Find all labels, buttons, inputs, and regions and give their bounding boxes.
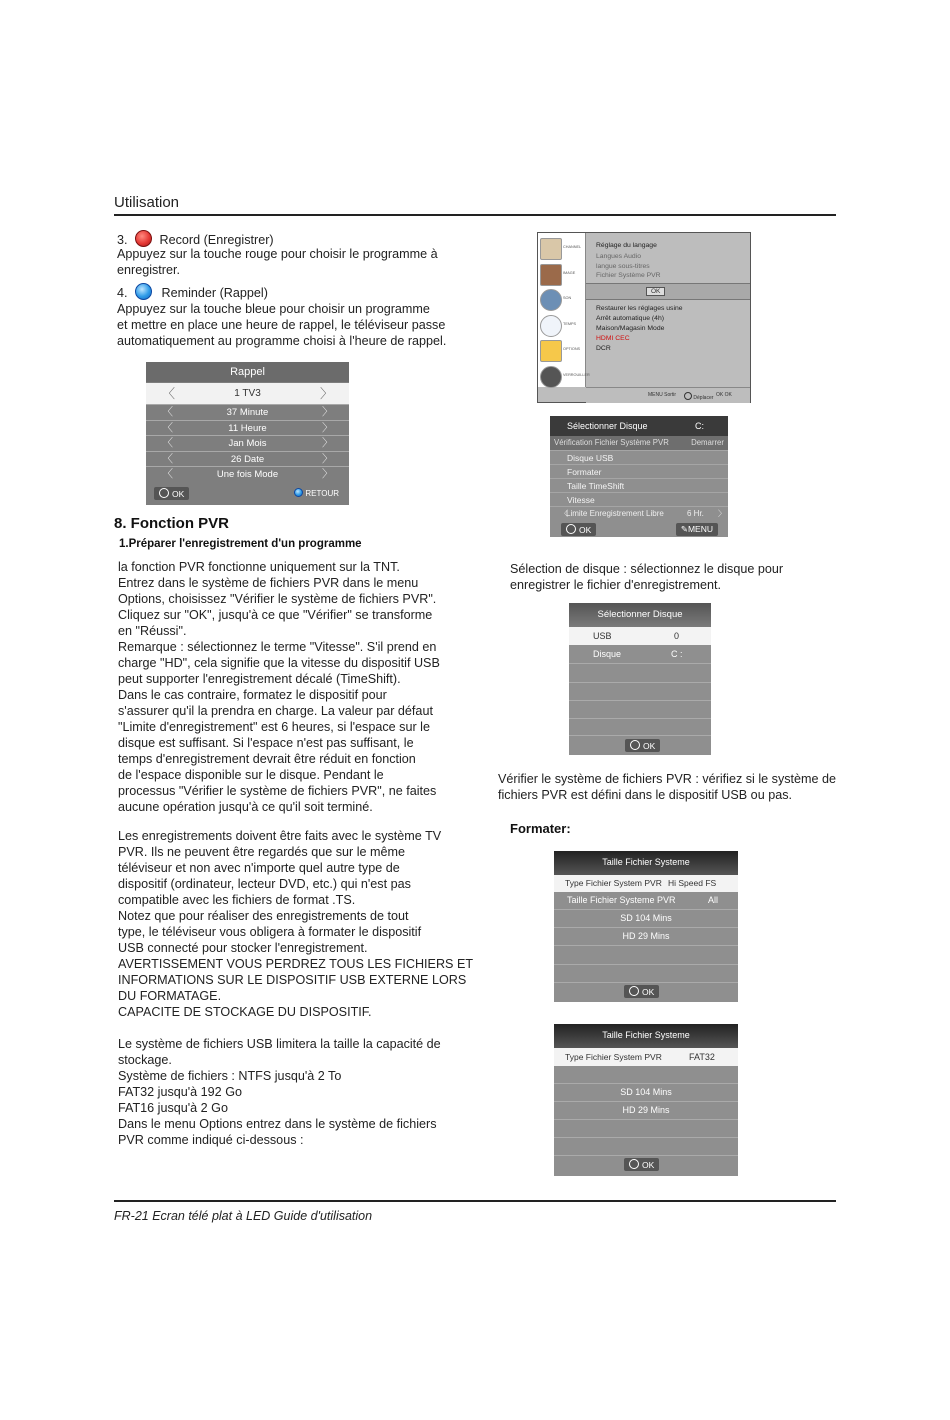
select-disk-drive: C: bbox=[695, 421, 704, 431]
chevron-right-icon[interactable]: 〉 bbox=[322, 468, 333, 480]
select-disk-menu bbox=[550, 416, 728, 537]
footer-menu-exit: MENU Sortir bbox=[648, 392, 677, 398]
ok-label: OK bbox=[642, 1160, 655, 1170]
chevron-right-icon[interactable]: 〉 bbox=[322, 421, 333, 434]
chevron-left-icon[interactable]: 〈 bbox=[162, 421, 173, 434]
rappel-row[interactable] bbox=[146, 451, 349, 467]
rappel-channel: 1 TV3 bbox=[234, 388, 261, 399]
chevron-right-icon[interactable]: 〉 bbox=[322, 452, 333, 465]
disk-popup-ok-button[interactable] bbox=[625, 739, 660, 752]
verify-description: Vérifier le système de fichiers PVR : vérifiez si le système de fichiers PVR est défini dans le dispositif USB ou pas. bbox=[498, 772, 837, 802]
options-footer bbox=[586, 387, 750, 403]
sound-icon bbox=[540, 289, 562, 311]
type-value: Hi Speed FS bbox=[668, 878, 717, 888]
footer-move bbox=[684, 392, 713, 401]
options-side-item[interactable] bbox=[540, 339, 584, 363]
limit-row[interactable] bbox=[550, 506, 728, 521]
disque-value: C : bbox=[671, 649, 683, 659]
verify-value: Demarrer bbox=[691, 438, 724, 447]
format-1-hd-row: HD 29 Mins bbox=[554, 928, 738, 946]
item-3-label: Record (Enregistrer) bbox=[159, 233, 274, 247]
rappel-row-label: 26 Date bbox=[230, 453, 265, 465]
options-bottom-item[interactable]: Restaurer les réglages usine bbox=[596, 305, 683, 312]
chevron-left-icon[interactable]: 〈 bbox=[560, 509, 568, 518]
options-top-item[interactable]: Langues Audio bbox=[596, 253, 641, 260]
format-panel-1 bbox=[554, 851, 738, 1002]
channel-icon bbox=[540, 238, 562, 260]
limit-value: 6 Hr. bbox=[687, 509, 704, 518]
options-icon bbox=[540, 340, 562, 362]
format-2-ok-button[interactable] bbox=[624, 1158, 659, 1171]
size-value: All bbox=[708, 895, 719, 905]
options-side-item[interactable] bbox=[540, 237, 584, 261]
blue-button-icon bbox=[294, 488, 303, 497]
ok-label: OK bbox=[172, 489, 185, 499]
options-side-label: CHANNEL bbox=[563, 245, 582, 249]
footer-ok: OK OK bbox=[716, 392, 732, 398]
rappel-row[interactable] bbox=[146, 466, 349, 482]
disk-popup-header: Sélectionner Disque bbox=[569, 603, 711, 627]
chevron-left-icon[interactable]: 〈 bbox=[162, 452, 173, 465]
format-1-sd-row: SD 104 Mins bbox=[554, 910, 738, 928]
format-panel-2 bbox=[554, 1024, 738, 1176]
disk-popup-row-disque[interactable] bbox=[569, 645, 711, 664]
select-disk-row[interactable] bbox=[550, 478, 728, 493]
ok-icon bbox=[159, 488, 169, 498]
item-4-label: Reminder (Rappel) bbox=[161, 286, 268, 300]
ok-icon bbox=[629, 986, 639, 996]
lock-icon bbox=[540, 366, 562, 388]
size-label: Taille Fichier Systeme PVR bbox=[567, 895, 676, 905]
disk-popup bbox=[569, 603, 711, 755]
ok-label: OK bbox=[643, 741, 656, 751]
ok-icon bbox=[629, 1159, 639, 1169]
options-top-item[interactable]: Réglage du langage bbox=[596, 242, 657, 249]
item-3-number: 3. bbox=[117, 233, 128, 247]
select-disk-row-label: Disque USB bbox=[567, 453, 614, 463]
ok-label: OK bbox=[642, 987, 655, 997]
options-top-item[interactable]: langue sous-titres bbox=[596, 262, 650, 270]
select-disk-title: Sélectionner Disque bbox=[567, 421, 648, 431]
options-side-item[interactable] bbox=[540, 365, 590, 389]
format-1-header: Taille Fichier Systeme bbox=[554, 851, 738, 875]
select-disk-row[interactable] bbox=[550, 450, 728, 465]
options-side-label: VERROUILLER bbox=[563, 372, 590, 377]
options-top-item[interactable]: Fichier Système PVR bbox=[596, 272, 661, 279]
verify-row[interactable] bbox=[550, 436, 728, 450]
ok-icon bbox=[566, 524, 576, 534]
item-4 bbox=[117, 283, 268, 301]
rappel-channel-row[interactable] bbox=[146, 383, 349, 404]
type-value: FAT32 bbox=[689, 1052, 715, 1062]
options-bottom-item[interactable]: Maison/Magasin Mode bbox=[596, 325, 665, 332]
select-disk-row[interactable] bbox=[550, 464, 728, 479]
red-button-icon bbox=[135, 230, 152, 247]
ok-icon bbox=[630, 740, 640, 750]
options-bottom-item[interactable]: HDMI CEC bbox=[596, 335, 630, 342]
rappel-row-label: Jan Mois bbox=[228, 438, 267, 449]
options-menu bbox=[537, 232, 751, 403]
options-ok-button[interactable]: OK bbox=[646, 287, 665, 296]
header-rule bbox=[114, 214, 836, 216]
ok-label: OK bbox=[579, 525, 592, 535]
item-4-number: 4. bbox=[117, 286, 128, 300]
options-side-item[interactable] bbox=[540, 288, 584, 312]
format-2-header: Taille Fichier Systeme bbox=[554, 1024, 738, 1048]
select-disk-row[interactable] bbox=[550, 492, 728, 507]
menu-label: MENU bbox=[687, 524, 713, 534]
section-header: Utilisation bbox=[114, 194, 180, 211]
paragraph-2: Les enregistrements doivent être faits avec le système TV PVR. Ils ne peuvent être regardés que sur le même téléviseur et non avec n'importe quel autre type de dispositif (ordinateur, lecteur DVD, etc.) qui n'est pas compatible avec les fichiers de format .TS. Notez que pour réaliser des enregistrements de tout type, le téléviseur vous obligera à formater le dispositif USB connecté pour stocker l'enregistrement. AVERTISSEMENT VOUS PERDREZ TOUS LES FICHIERS ET INFORMATIONS SUR LE DISPOSITIF USB EXTERNE LORS DU FORMATAGE. CAPACITE DE STOCKAGE DU DISPOSITIF. bbox=[118, 829, 474, 1019]
time-icon bbox=[540, 315, 562, 337]
type-label: Type Fichier System PVR bbox=[565, 1052, 662, 1062]
format-2-hd-row: HD 29 Mins bbox=[554, 1102, 738, 1120]
options-side-item[interactable] bbox=[540, 263, 584, 287]
format-2-type-row[interactable] bbox=[554, 1048, 738, 1066]
paragraph-1: la fonction PVR fonctionne uniquement sur la TNT. Entrez dans le système de fichiers PVR dans le menu Options, choisissez "Vérifier le système de fichiers PVR". Cliquez sur "OK", jusqu'à ce que "Vérifier" se transforme en "Réussi". Remarque : sélectionnez le terme "Vitesse". S'il prend en charge "HD", cela signifie que la vitesse du dispositif USB peut supporter l'enregistrement décalé (TimeShift). Dans le cas contraire, formatez le dispositif pour s'assurer qu'il la prendra en charge. La valeur par défaut "Limite d'enregistrement" est 6 heures, si l'espace sur le disque est suffisant. Si l'espace n'est pas suffisant, le temps d'enregistrement devrait être réduit en fonction de l'espace disponible sur le disque. Pendant le processus "Vérifier le système de fichiers PVR", ne faites aucune opération jusqu'à ce qu'il soit terminé. bbox=[118, 560, 440, 814]
options-side-label: SON bbox=[563, 296, 572, 300]
dpad-icon bbox=[684, 392, 692, 400]
rappel-row[interactable] bbox=[146, 404, 349, 420]
rappel-retour-button[interactable] bbox=[294, 488, 339, 498]
item-4-description: Appuyez sur la touche bleue pour choisir un programme et mettre en place une heure de rappel, le téléviseur passe automatiquement au programme choisi à l'heure de rappel. bbox=[117, 302, 447, 348]
options-top-panel bbox=[586, 233, 750, 283]
options-bottom-panel bbox=[586, 301, 750, 354]
footer-move-label: Déplacer bbox=[693, 395, 714, 401]
item-3-description: Appuyez sur la touche rouge pour choisir le programme à enregistrer. bbox=[117, 247, 438, 277]
section-title: 8. Fonction PVR bbox=[114, 515, 230, 532]
options-top-items bbox=[596, 239, 750, 281]
chevron-right-icon[interactable]: 〉 bbox=[718, 509, 726, 518]
chevron-right-icon[interactable]: 〉 bbox=[322, 406, 333, 418]
rappel-row-label: 11 Heure bbox=[228, 422, 267, 434]
rappel-row-label: Une fois Mode bbox=[216, 469, 279, 480]
format-1-size-row[interactable] bbox=[554, 892, 738, 910]
type-label: Type Fichier System PVR bbox=[565, 878, 662, 888]
chevron-right-icon[interactable]: 〉 bbox=[319, 386, 333, 401]
select-disk-header bbox=[550, 416, 728, 436]
image-icon bbox=[540, 264, 562, 286]
options-sidebar bbox=[538, 233, 590, 387]
usb-value: 0 bbox=[674, 631, 680, 641]
select-description: Sélection de disque : sélectionnez le disque pour enregistrer le fichier d'enregistrement. bbox=[510, 562, 784, 592]
format-2-sd-row: SD 104 Mins bbox=[554, 1084, 738, 1102]
options-side-label: IMAGE bbox=[563, 270, 576, 275]
format-1-ok-button[interactable] bbox=[624, 985, 659, 998]
verify-label: Vérification Fichier Système PVR bbox=[554, 438, 669, 447]
footer-text: FR-21 Ecran télé plat à LED Guide d'utilisation bbox=[114, 1209, 373, 1223]
retour-label: RETOUR bbox=[305, 489, 339, 498]
chevron-right-icon[interactable]: 〉 bbox=[322, 437, 333, 449]
format-title: Formater: bbox=[510, 821, 571, 836]
subsection-title: 1.Préparer l'enregistrement d'un programme bbox=[119, 538, 362, 550]
select-disk-ok-button[interactable] bbox=[561, 523, 596, 536]
chevron-left-icon[interactable]: 〈 bbox=[162, 386, 176, 401]
select-disk-row-label: Formater bbox=[567, 467, 602, 477]
rappel-row-label: 37 Minute bbox=[226, 407, 269, 418]
options-bottom-items bbox=[596, 304, 750, 354]
rappel-panel bbox=[146, 362, 349, 505]
blue-button-icon bbox=[135, 283, 152, 300]
chevron-left-icon[interactable]: 〈 bbox=[162, 468, 173, 480]
options-ok-row bbox=[586, 283, 750, 300]
format-1-type-row[interactable] bbox=[554, 875, 738, 892]
options-side-label: TEMPS bbox=[563, 321, 577, 326]
rappel-row[interactable] bbox=[146, 420, 349, 436]
rappel-title: Rappel bbox=[146, 362, 349, 382]
options-side-label: OPTIONS bbox=[563, 347, 581, 351]
menu-icon: ✎ bbox=[680, 524, 688, 534]
rappel-ok-button[interactable] bbox=[154, 487, 189, 500]
options-bottom-item[interactable]: Arrêt automatique (4h) bbox=[596, 315, 665, 322]
select-disk-menu-button[interactable] bbox=[676, 523, 718, 536]
paragraph-3: Le système de fichiers USB limitera la taille la capacité de stockage. Système de fichiers : NTFS jusqu'à 2 To FAT32 jusqu'à 192 Go FAT16 jusqu'à 2 Go Dans le menu Options entrez dans le système de fichiers PVR comme indiqué ci-dessous : bbox=[118, 1037, 441, 1147]
footer-rule bbox=[114, 1200, 836, 1202]
rappel-row[interactable] bbox=[146, 435, 349, 451]
select-disk-row-label: Vitesse bbox=[567, 495, 595, 505]
disk-popup-row-usb[interactable] bbox=[569, 627, 711, 645]
options-side-item[interactable] bbox=[540, 314, 584, 338]
limit-label: Limite Enregistrement Libre bbox=[566, 509, 664, 518]
disque-label: Disque bbox=[593, 649, 622, 659]
chevron-left-icon[interactable]: 〈 bbox=[162, 437, 173, 449]
chevron-left-icon[interactable]: 〈 bbox=[162, 406, 173, 418]
usb-label: USB bbox=[593, 631, 612, 641]
select-disk-row-label: Taille TimeShift bbox=[567, 481, 625, 491]
options-bottom-item[interactable]: DCR bbox=[596, 345, 611, 352]
